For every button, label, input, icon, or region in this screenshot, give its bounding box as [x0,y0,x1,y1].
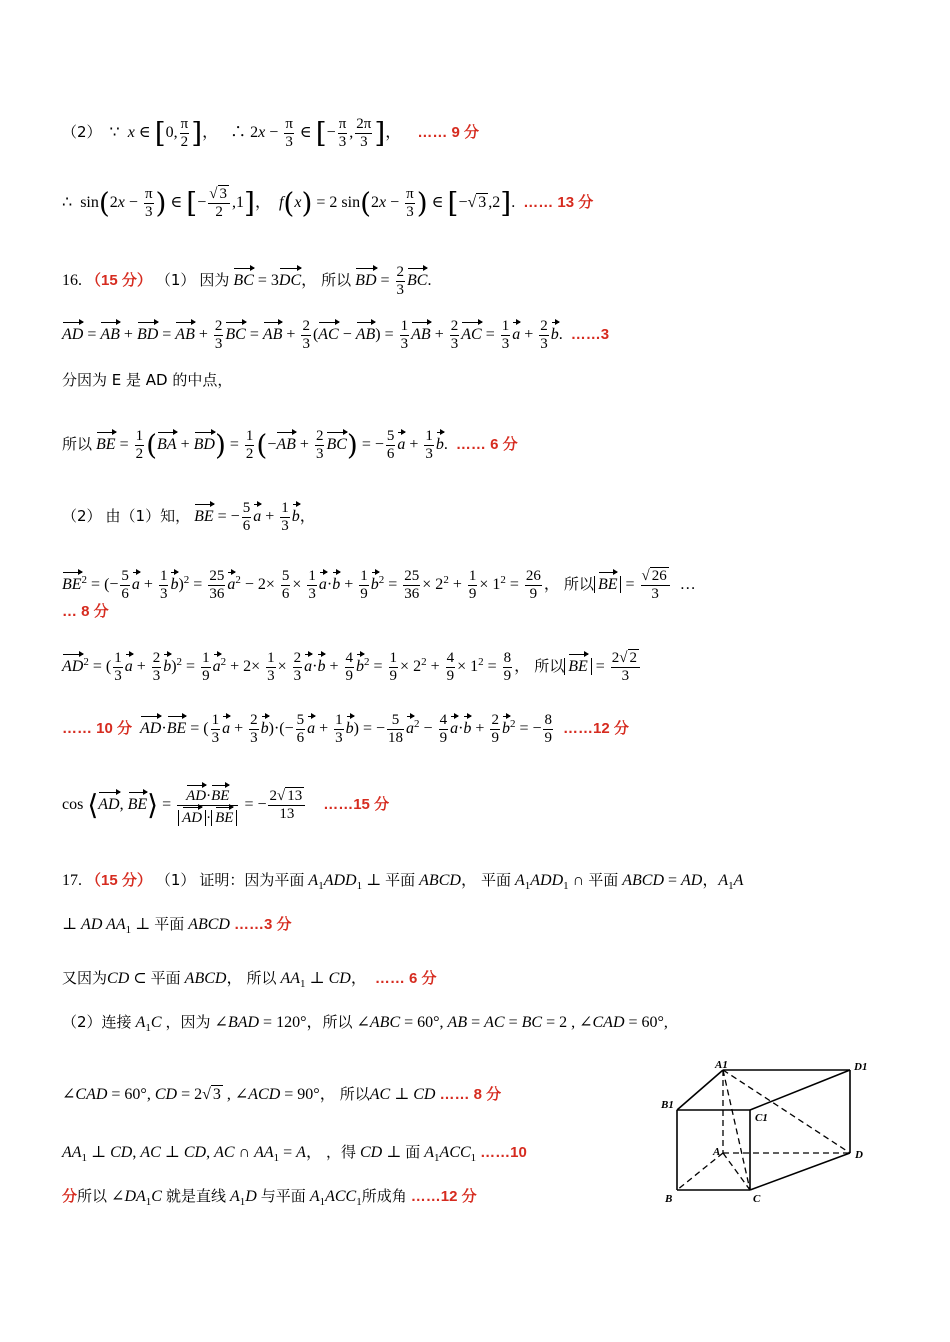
q16-part2-intro: （2） 由（1）知， BE = − $\frac{5}{6}$ a + $\frac{1}{3}$ b， [62,500,316,534]
q16-header: 16. （15 分） （1） 因为 BC = 3DC， 所以 BD = $\frac{2}{3}$ BC. [62,264,432,298]
therefore-symbol: ∴ [62,194,73,212]
text: 就是直线 [165,1187,226,1205]
text: 面 [405,1143,421,1161]
question-points: （15 分） [86,872,152,889]
points-suffix: 分 [62,1188,78,1205]
vertex-label: B [665,1193,673,1205]
vertex-label: A [713,1146,721,1158]
edge-c1-d1 [750,1070,850,1110]
q16-cosine: cos ⟨AD, BE⟩ = $\frac{AD\cdot BE}{AD \cdot BE}$ = − $\frac{2√ 13}{13}$ ……15 分 [62,784,389,827]
q16-midpoint-line [62,370,232,391]
text: ，得 [325,1143,356,1161]
text: ，因为 [165,1013,211,1031]
q17-part2-line4: 分所以 $\angle DA_1C$ 就是直线 $A_1D$ 与平面 $A_1ACC_1$所成角 ……12 分 [62,1187,477,1209]
text: 所以 [321,271,352,290]
q17-part2-line1: （2）连接 $A_1C$ ，因为 ∠BAD = 120°，所以 ∠ABC = 60°, AB = AC = BC = 2 , ∠CAD = 60°, [62,1013,668,1035]
q17-part2-line2: ∠CAD = 60°, CD = 2√ 3 , ∠ACD = 90°， 所以AC ⊥ CD …… 8 分 [62,1085,502,1103]
q17-header: 17. （15 分） （1） 证明：因为平面 $A_1ADD_1$ ⊥ 平面 ABCD， 平面 $A_1ADD_1$ ∩ 平面 ABCD = AD，$A_1A$ [62,871,744,893]
question-number: 17. [62,872,82,889]
text: 平面 [480,871,511,889]
text: 所以 [62,435,93,454]
text: 所以 [246,969,277,987]
question-points: （15 分） [86,272,152,290]
vertex-label: D1 [854,1061,868,1073]
vertex-label: C [753,1193,761,1205]
q17-part2-line3: $AA_1$ ⊥ CD, AC ⊥ CD, AC ∩ $AA_1 = A$， ，得 CD ⊥ 面 $A_1ACC_1$ ……10 [62,1143,527,1165]
points-13: …… 13 分 [523,194,594,212]
vertex-label: D [855,1149,863,1161]
therefore-symbol: ∴ [230,124,247,142]
text: 分因为 E 是 AD 的中点， [62,371,233,389]
q15-part2-line1: （2） ∵ x ∈ [0, $\frac{\pi}{2}$ ]， ∴ 2x − $\frac{\pi}{3}$ ∈ [− $\frac{\pi}{3}$ , $\frac{2\pi}{3}$ ]， …… 9 分 [62,116,479,150]
vertex-label: A1 [715,1059,728,1071]
edge-a1-d [723,1070,850,1153]
q17-line2: ⊥ AD $AA_1$ ⊥ 平面 ABCD ……3 分 [62,915,292,937]
vertex-label: C1 [755,1112,768,1124]
question-number: 16. [62,272,82,290]
points-6: …… 6 分 [374,970,437,987]
points-3: ……3 分 [233,916,292,933]
cos-label: cos [62,796,84,814]
text: 所以 [534,657,565,676]
text: 连接 [101,1013,132,1031]
text: 所以 [77,1187,108,1205]
q16-dot-product: …… 10 分 AD·BE = ( $\frac{1}{3}$ a + $\frac{2}{3}$ b)·(− $\frac{5}{6}$ a + $\frac{1}{3}$ b) = − $\frac{5}{18}$ $a^2$ − $\frac{4}{9}$ a·b + $\frac{2}{9}$ $b^2$ = − $\frac{8}{9}$ ……12 分 [62,712,629,746]
text: 平面 [588,871,619,889]
prism-figure [655,1058,875,1208]
part-label: （1） [155,271,196,290]
text: 所以 [563,575,594,594]
text: 所以 [339,1085,370,1103]
points-3: ……3 [570,326,610,344]
q15-part2-line2: ∴ sin(2x − $\frac{\pi}{3}$ ) ∈ [− $\frac{√ 3}{2}$ ,1]， f(x) = 2 sin(2x − $\frac{\pi}{3}$ ) ∈ [−√ 3 ,2]. …… 13 分 [62,186,594,220]
part-label: （2） [62,1013,102,1031]
text: 证明：因为平面 [199,871,305,889]
points-ellipsis: … [679,576,696,594]
points-9: …… 9 分 [417,124,479,142]
q16-ad-squared: $AD^2$ = ( $\frac{1}{3}$ a + $\frac{2}{3}$ b)$^2$ = $\frac{1}{9}$ $a^2 + 2\times$ $\frac{1}{3}$ × $\frac{2}{3}$ a·b + $\frac{4}{9}$ $b^2$ = $\frac{1}{9}$ × $2^2$ + $\frac{4}{9}$ × $1^2$ = $\frac{8}{9}$ ， 所以 BE = $\frac{2√ 2}{3}$ [62,650,642,685]
text: 平面 [385,871,416,889]
text: 所成角 [361,1187,407,1205]
text: 与平面 [260,1187,306,1205]
points-6: …… 6 分 [455,436,518,454]
text: 平面 [154,915,185,933]
part-label: （1） [155,871,196,889]
vertex-label: B1 [661,1099,674,1111]
text: 平面 [150,969,181,987]
q16-ad-expression: AD = AB + BD = AB + $\frac{2}{3}$ BC = AB + $\frac{2}{3}$ (AC − AB) = $\frac{1}{3}$ AB + $\frac{2}{3}$ AC = $\frac{1}{3}$ a + $\frac{2}{3}$ b. ……3 [62,318,610,352]
q16-be-expression: 所以 BE = $\frac{1}{2}$ (BA + BD) = $\frac{1}{2}$ (−AB + $\frac{2}{3}$ BC) = − $\frac{5}{6}$ a + $\frac{1}{3}$ b. …… 6 分 [62,428,518,462]
q16-points-8 [62,602,109,622]
text: 因为 [199,271,230,290]
points-8: … 8 分 [62,603,109,620]
edge-a1-b1 [677,1070,723,1110]
part-label: （2） [62,123,102,142]
points-10: ……10 [480,1144,527,1161]
since-symbol: ∵ [109,124,120,142]
text: 由（1）知， [105,507,191,526]
edge-a-b [677,1153,723,1190]
points-12: ……12 分 [410,1188,477,1205]
text: 又因为 [62,969,108,987]
text: 所以 [322,1013,353,1031]
part-label: （2） [62,507,102,526]
points-12: ……12 分 [562,720,629,738]
points-8: …… 8 分 [439,1086,502,1103]
q17-line3: 又因为CD ⊂ 平面 ABCD， 所以 $AA_1$ ⊥ CD， …… 6 分 [62,969,437,991]
q16-be-squared: $BE^2$ = (− $\frac{5}{6}$ a + $\frac{1}{3}$ b)$^2$ = $\frac{25}{36}$ $a^2 - 2\times$ $\frac{5}{6}$ × $\frac{1}{3}$ a·b + $\frac{1}{9}$ $b^2$ = $\frac{25}{36}$ × $2^2$ + $\frac{1}{9}$ × $1^2$ = $\frac{26}{9}$ ， 所以 BE = $\frac{√ 26}{3}$ … [62,568,696,602]
points-15: ……15 分 [323,796,390,814]
points-10: …… 10 分 [62,720,133,738]
edge-c-d [750,1153,850,1190]
